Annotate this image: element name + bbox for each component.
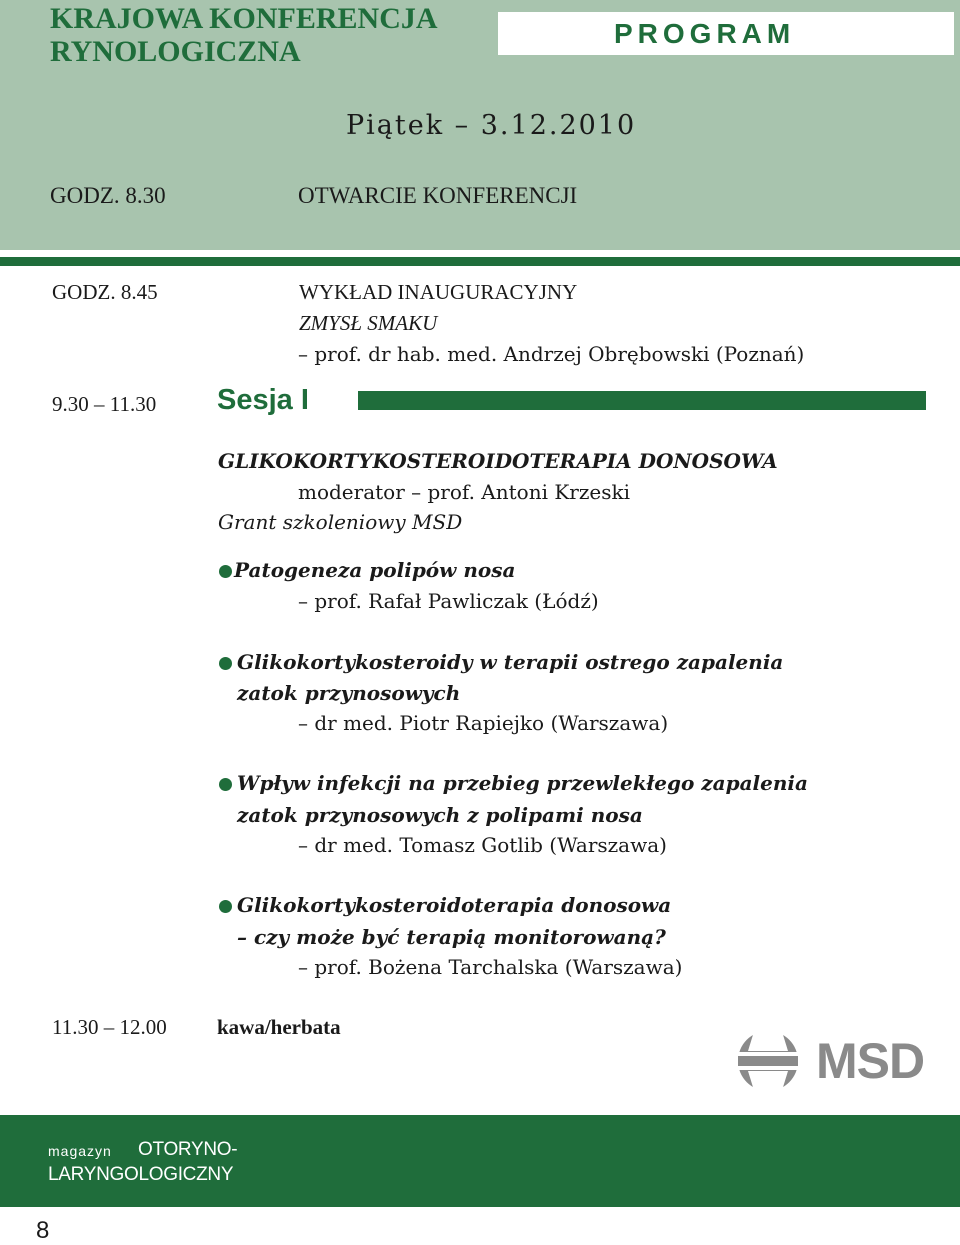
- opening-title: OTWARCIE KONFERENCJI: [298, 183, 578, 208]
- header-divider: [0, 257, 960, 266]
- talk-title: Wpływ infekcji na przebieg przewlekłego zapalenia: [237, 771, 808, 795]
- talk-speaker: – dr med. Piotr Rapiejko (Warszawa): [298, 711, 669, 735]
- talk-title: Glikokortykosteroidoterapia donosowa: [237, 893, 672, 917]
- msd-logo-text: MSD: [816, 1033, 925, 1089]
- session-label: Sesja I: [217, 384, 309, 416]
- session-time: 9.30 – 11.30: [52, 392, 157, 416]
- session-topic: GLIKOKORTYKOSTEROIDOTERAPIA DONOSOWA: [218, 449, 778, 473]
- session-bar: [358, 391, 926, 410]
- conference-title: [50, 2, 438, 68]
- magazine-title-line1: OTORYNO-: [138, 1139, 238, 1160]
- lecture-subtitle: ZMYSŁ SMAKU: [299, 311, 438, 335]
- conference-title-line1: KRAJOWA KONFERENCJA: [50, 2, 438, 35]
- bullet-icon: [219, 900, 232, 913]
- talk-title-cont: zatok przynosowych: [237, 681, 461, 705]
- bullet-icon: [219, 657, 232, 670]
- program-label: PROGRAM: [614, 18, 796, 49]
- talk-speaker: – dr med. Tomasz Gotlib (Warszawa): [298, 833, 667, 857]
- opening-time: GODZ. 8.30: [50, 183, 166, 208]
- footer-band: [0, 1115, 960, 1207]
- lecture-title: WYKŁAD INAUGURACYJNY: [299, 280, 578, 304]
- talk-speaker: – prof. Rafał Pawliczak (Łódź): [298, 589, 599, 613]
- bullet-icon: [219, 778, 232, 791]
- magazine-prefix: magazyn: [48, 1143, 112, 1159]
- talk-title: Glikokortykosteroidy w terapii ostrego zapalenia: [237, 650, 784, 674]
- lecture-speaker: – prof. dr hab. med. Andrzej Obrębowski (Poznań): [298, 342, 805, 366]
- program-date: Piątek – 3.12.2010: [346, 110, 637, 141]
- talk-speaker: – prof. Bożena Tarchalska (Warszawa): [298, 955, 683, 979]
- talk-title-cont: zatok przynosowych z polipami nosa: [237, 803, 643, 827]
- magazine-title-line2: LARYNGOLOGICZNY: [48, 1164, 234, 1185]
- session-grant: Grant szkoleniowy MSD: [218, 510, 463, 534]
- bullet-icon: [219, 565, 232, 578]
- session-moderator: moderator – prof. Antoni Krzeski: [298, 480, 630, 504]
- break-time: 11.30 – 12.00: [52, 1015, 167, 1039]
- conference-title-line2: RYNOLOGICZNA: [50, 35, 301, 68]
- page-number: 8: [36, 1217, 50, 1244]
- break-label: kawa/herbata: [217, 1015, 341, 1039]
- talk-title-cont: – czy może być terapią monitorowaną?: [237, 925, 666, 949]
- lecture-time: GODZ. 8.45: [52, 280, 158, 304]
- talk-title: Patogeneza polipów nosa: [234, 558, 516, 582]
- msd-logo: [732, 1025, 925, 1097]
